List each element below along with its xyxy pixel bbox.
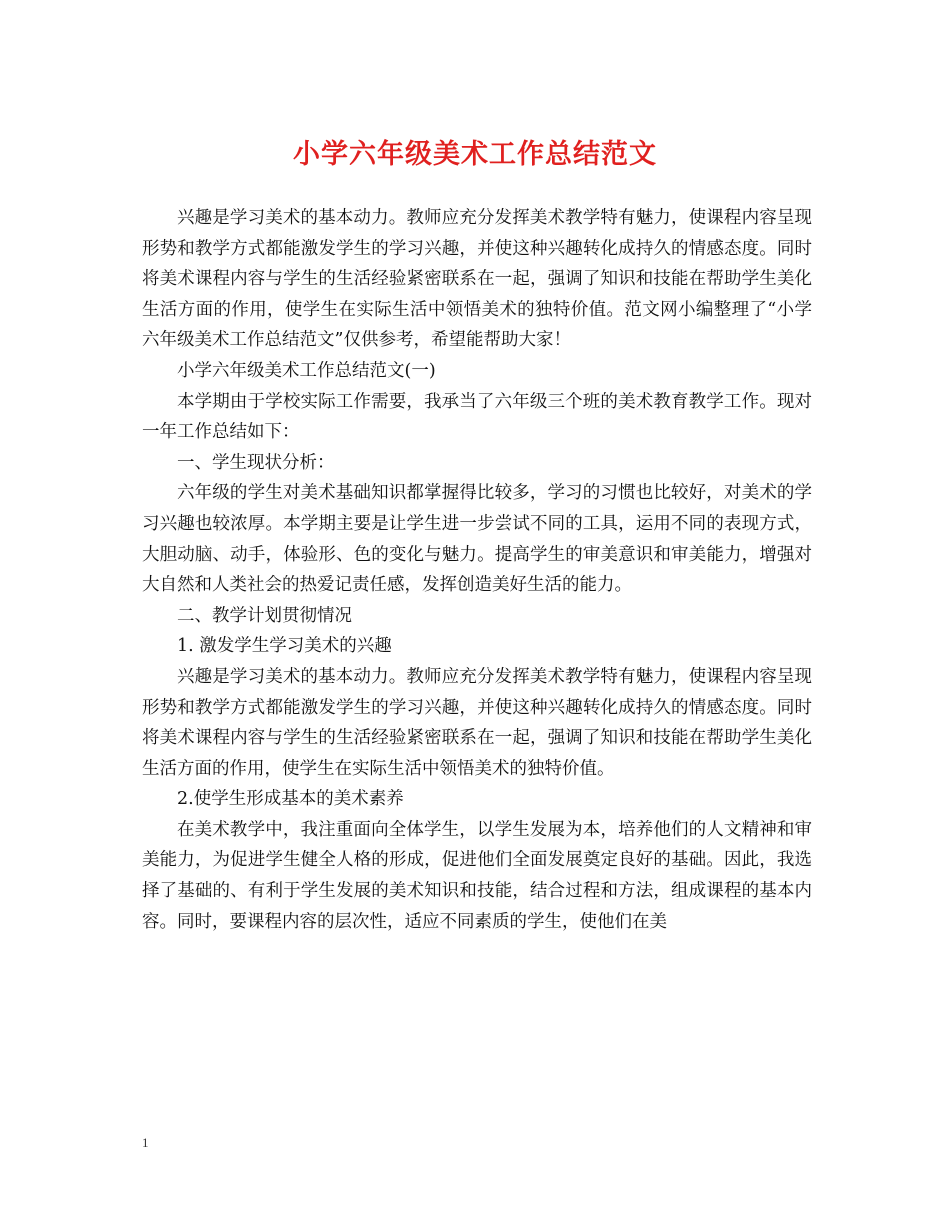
paragraph-opening: 本学期由于学校实际工作需要，我承当了六年级三个班的美术教育教学工作。现对一年工作总结如下： xyxy=(142,391,812,443)
paragraph-subtitle: 小学六年级美术工作总结范文(一) xyxy=(177,360,436,381)
section-heading-teaching-plan: 二、教学计划贯彻情况 xyxy=(177,605,352,626)
paragraph-intro: 兴趣是学习美术的基本动力。教师应充分发挥美术教学特有魅力，使课程内容呈现形势和教学方式都能激发学生的学习兴趣，并使这种兴趣转化成持久的情感态度。同时将美术课程内容与学生的生活经验紧密联系在一起，强调了知识和技能在帮助学生美化生活方面的作用，使学生在实际生活中领悟美术的独特价值。范文网小编整理了“小学六年级美术工作总结范文”仅供参考，希望能帮助大家！ xyxy=(142,208,812,351)
subheading-interest: 1. 激发学生学习美术的兴趣 xyxy=(177,636,392,657)
page-number: 1 xyxy=(142,1135,149,1150)
paragraph-student-analysis: 六年级的学生对美术基础知识都掌握得比较多，学习的习惯也比较好，对美术的学习兴趣也较浓厚。本学期主要是让学生进一步尝试不同的工具，运用不同的表现方式，大胆动脑、动手，体验形、色的变化与魅力。提高学生的审美意识和审美能力，增强对大自然和人类社会的热爱记责任感，发挥创造美好生活的能力。 xyxy=(142,483,812,596)
document-body xyxy=(142,203,812,937)
paragraph-literacy: 在美术教学中，我注重面向全体学生，以学生发展为本，培养他们的人文精神和审美能力，为促进学生健全人格的形成，促进他们全面发展奠定良好的基础。因此，我选择了基础的、有利于学生发展的美术知识和技能，结合过程和方法，组成课程的基本内容。同时，要课程内容的层次性，适应不同素质的学生，使他们在美 xyxy=(142,819,812,932)
subheading-literacy: 2.使学生形成基本的美术素养 xyxy=(177,789,404,810)
document-title: 小学六年级美术工作总结范文 xyxy=(293,139,657,170)
section-heading-student-analysis: 一、学生现状分析： xyxy=(177,452,335,473)
paragraph-interest: 兴趣是学习美术的基本动力。教师应充分发挥美术教学特有魅力，使课程内容呈现形势和教学方式都能激发学生的学习兴趣，并使这种兴趣转化成持久的情感态度。同时将美术课程内容与学生的生活经验紧密联系在一起，强调了知识和技能在帮助学生美化生活方面的作用，使学生在实际生活中领悟美术的独特价值。 xyxy=(142,666,812,779)
